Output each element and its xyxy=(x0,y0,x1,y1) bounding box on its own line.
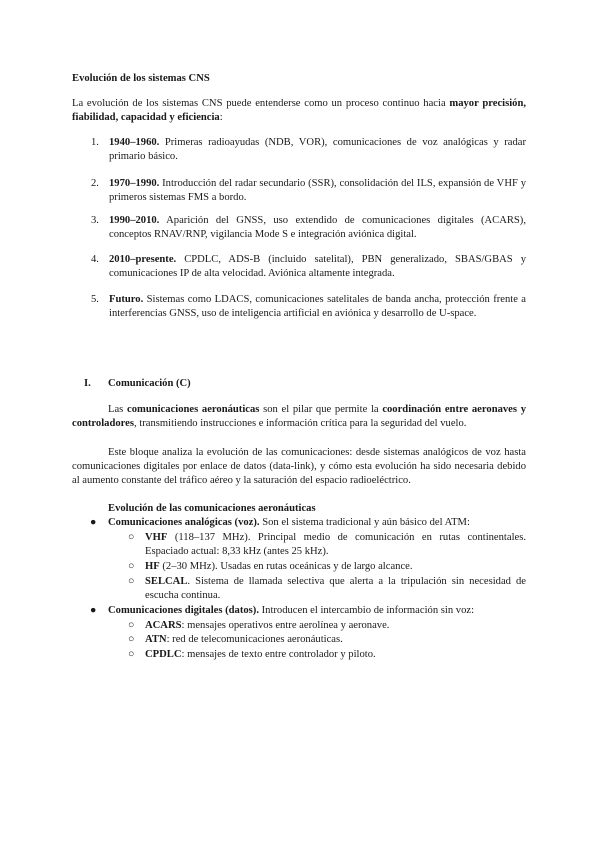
bullet-circle-icon: ○ xyxy=(128,620,135,631)
paragraph-communications-intro: Las comunicaciones aeronáuticas son el pilar que permite la coordinación entre aeronaves y controladores, transmitiendo instrucciones e información crítica para la seguridad del vuelo. xyxy=(72,404,526,429)
sub-bullet-acars: ACARS: mensajes operativos entre aerolínea y aeronave. xyxy=(145,620,390,631)
bullet-circle-icon: ○ xyxy=(128,532,135,543)
bullet-circle-icon: ○ xyxy=(128,561,135,572)
timeline-item-2: 2. 1970–1990. Introducción del radar secundario (SSR), consolidación del ILS, expansión de VHF y primeros sistemas FMS a bordo. xyxy=(91,178,526,203)
intro-paragraph: La evolución de los sistemas CNS puede entenderse como un proceso continuo hacia mayor precisión, fiabilidad, capacidad y eficiencia: xyxy=(72,98,526,123)
sub-bullet-hf: HF (2–30 MHz). Usadas en rutas oceánicas y de largo alcance. xyxy=(145,561,413,572)
bullet-digital: Comunicaciones digitales (datos). Introducen el intercambio de información sin voz: xyxy=(108,605,475,616)
section-title: Evolución de los sistemas CNS xyxy=(72,73,210,84)
sub-bullet-cpdlc: CPDLC: mensajes de texto entre controlador y piloto. xyxy=(145,649,376,660)
heading-title: Comunicación (C) xyxy=(108,378,191,389)
paragraph-communications-scope: Este bloque analiza la evolución de las comunicaciones: desde sistemas analógicos de voz hasta comunicaciones digitales por enlace de datos (data-link), y cómo esta evolución ha sido necesaria debido al aumento constante del tráfico aéreo y la saturación del espacio radioeléctrico. xyxy=(72,447,526,486)
bullet-filled-icon: ● xyxy=(90,517,97,528)
bullet-filled-icon: ● xyxy=(90,605,97,616)
bullet-circle-icon: ○ xyxy=(128,634,135,645)
timeline-item-1: 1. 1940–1960. Primeras radioayudas (NDB, VOR), comunicaciones de voz analógicas y radar primario básico. xyxy=(91,137,526,162)
sub-bullet-vhf: VHF (118–137 MHz). Principal medio de comunicación en rutas continentales. Espaciado actual: 8,33 kHz (antes 25 kHz). xyxy=(145,532,526,557)
bullet-circle-icon: ○ xyxy=(128,649,135,660)
timeline-item-5: 5. Futuro. Sistemas como LDACS, comunicaciones satelitales de banda ancha, protección frente a interferencias GNSS, uso de inteligencia artificial en aviónica y desarrollo de U-space. xyxy=(91,294,526,319)
sub-bullet-atn: ATN: red de telecomunicaciones aeronáuticas. xyxy=(145,634,343,645)
sub-bullet-selcal: SELCAL. Sistema de llamada selectiva que alerta a la tripulación sin necesidad de escucha continua. xyxy=(145,576,526,601)
bullet-analog: Comunicaciones analógicas (voz). Son el sistema tradicional y aún básico del ATM: xyxy=(108,517,470,528)
subheading: Evolución de las comunicaciones aeronáuticas xyxy=(108,503,316,514)
bullet-circle-icon: ○ xyxy=(128,576,135,587)
timeline-item-4: 4. 2010–presente. CPDLC, ADS-B (incluido satelital), PBN generalizado, SBAS/GBAS y comunicaciones IP de alta velocidad. Aviónica altamente integrada. xyxy=(91,254,526,279)
timeline-item-3: 3. 1990–2010. Aparición del GNSS, uso extendido de comunicaciones digitales (ACARS), conceptos RNAV/RNP, vigilancia Mode S e integración aviónica digital. xyxy=(91,215,526,240)
heading-number: I. xyxy=(84,378,91,389)
